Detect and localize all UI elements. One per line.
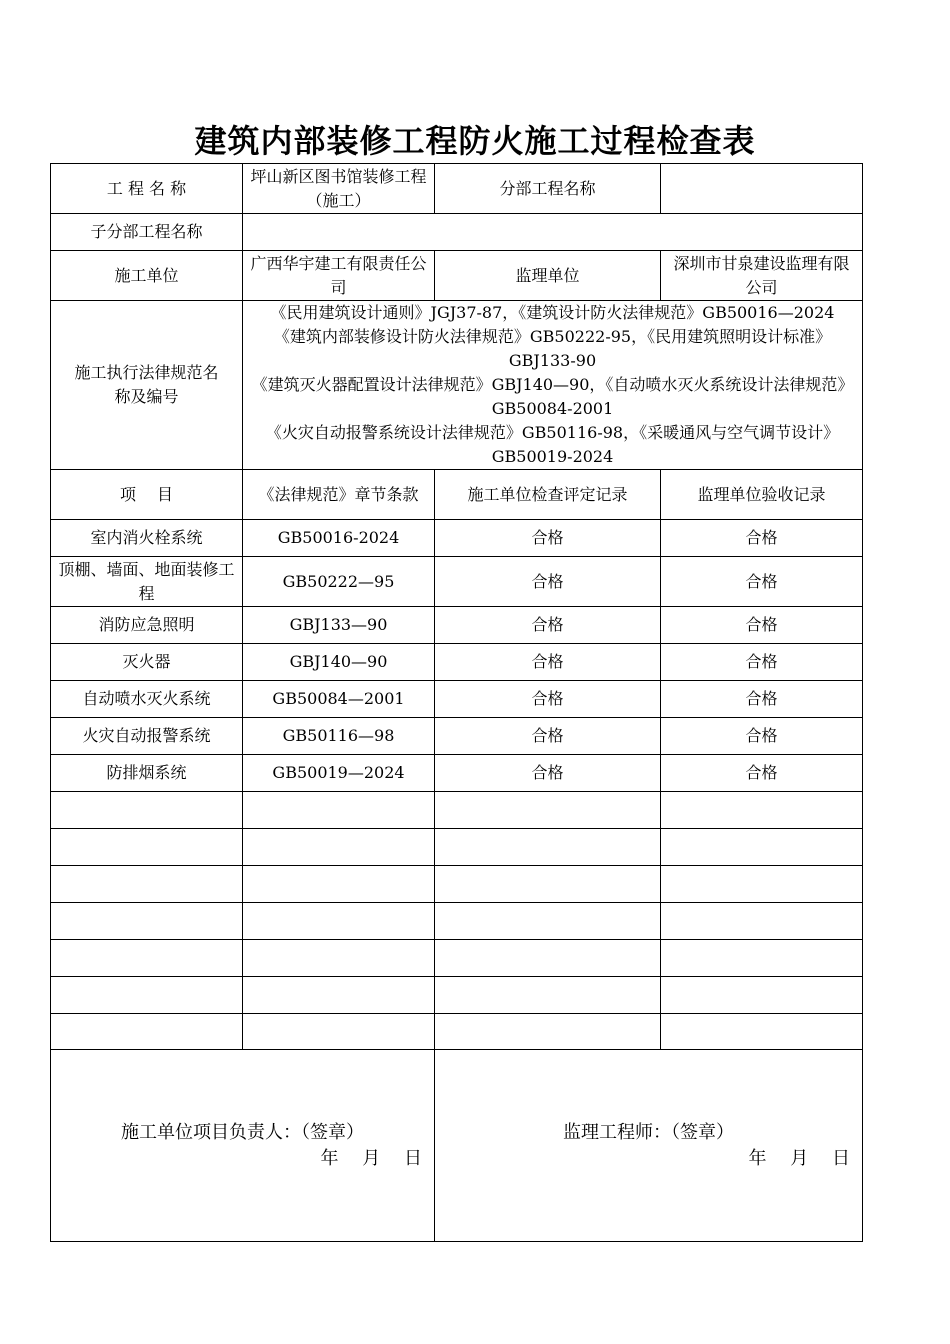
row-supervisor-result: 合格 (661, 520, 863, 557)
empty-cell (435, 792, 661, 829)
row-clause: GB50116—98 (243, 718, 435, 755)
page-title: 建筑内部装修工程防火施工过程检查表 (194, 122, 756, 160)
subsub-label: 子分部工程名称 (51, 214, 243, 251)
empty-cell (435, 829, 661, 866)
empty-cell (661, 866, 863, 903)
empty-row (51, 829, 863, 866)
row-clause: GBJ140—90 (243, 644, 435, 681)
row-item: 室内消火栓系统 (51, 520, 243, 557)
row-supervisor-result: 合格 (661, 644, 863, 681)
row-supervisor-result: 合格 (661, 755, 863, 792)
empty-cell (243, 903, 435, 940)
empty-cell (51, 903, 243, 940)
row-item: 自动喷水灭火系统 (51, 681, 243, 718)
empty-cell (243, 792, 435, 829)
empty-cell (435, 977, 661, 1014)
empty-cell (243, 977, 435, 1014)
empty-row (51, 1014, 863, 1050)
table-row (51, 718, 863, 755)
sub-project-value (661, 164, 863, 214)
empty-cell (661, 792, 863, 829)
col-header-clause: 《法律规范》章节条款 (243, 470, 435, 520)
empty-cell (51, 829, 243, 866)
empty-row (51, 792, 863, 829)
empty-cell (435, 940, 661, 977)
empty-cell (661, 940, 863, 977)
row-clause: GBJ133—90 (243, 607, 435, 644)
contractor-signature-label: 施工单位项目负责人：（签章） (121, 1121, 364, 1143)
row-contractor-result: 合格 (435, 557, 661, 607)
supervisor-label: 监理单位 (435, 251, 661, 301)
row-contractor-result: 合格 (435, 718, 661, 755)
column-header-row (51, 470, 863, 520)
row-clause: GB50222—95 (243, 557, 435, 607)
row-clause: GB50019—2024 (243, 755, 435, 792)
table-row (51, 755, 863, 792)
col-header-contractor-record: 施工单位检查评定记录 (435, 470, 661, 520)
empty-cell (661, 903, 863, 940)
row-item: 防排烟系统 (51, 755, 243, 792)
empty-cell (243, 829, 435, 866)
supervisor-signature-date: 年 月 日 (748, 1147, 850, 1169)
row-supervisor-result: 合格 (661, 557, 863, 607)
empty-cell (51, 866, 243, 903)
row-contractor-result: 合格 (435, 607, 661, 644)
row-clause: GB50084—2001 (243, 681, 435, 718)
row-clause: GB50016-2024 (243, 520, 435, 557)
empty-cell (243, 1014, 435, 1050)
row-item: 消防应急照明 (51, 607, 243, 644)
signature-row (51, 1050, 863, 1242)
empty-cell (51, 940, 243, 977)
empty-row (51, 977, 863, 1014)
empty-cell (51, 977, 243, 1014)
inspection-form-table (50, 163, 863, 1242)
empty-cell (243, 866, 435, 903)
project-name-value: 坪山新区图书馆装修工程（施工） (243, 164, 435, 214)
subsub-value (243, 214, 863, 251)
table-row (51, 520, 863, 557)
empty-cell (661, 977, 863, 1014)
standard-line: 《建筑灭火器配置设计法律规范》GBJ140—90，《自动喷水灭火系统设计法律规范》GB50084-2001 (251, 375, 854, 418)
empty-row (51, 866, 863, 903)
supervisor-signature-label: 监理工程师：（签章） (563, 1121, 734, 1143)
col-header-supervisor-record: 监理单位验收记录 (661, 470, 863, 520)
col-header-item: 项 目 (51, 470, 243, 520)
table-row (51, 607, 863, 644)
standards-row (51, 301, 863, 470)
empty-cell (435, 866, 661, 903)
contractor-value: 广西华宇建工有限责任公司 (243, 251, 435, 301)
sub-project-label: 分部工程名称 (435, 164, 661, 214)
empty-cell (51, 792, 243, 829)
supervisor-signature-cell (435, 1050, 863, 1242)
row-supervisor-result: 合格 (661, 607, 863, 644)
subsub-row (51, 214, 863, 251)
standard-line: 《民用建筑设计通则》JGJ37-87，《建筑设计防火法律规范》GB50016—2024 (270, 303, 835, 322)
row-item: 火灾自动报警系统 (51, 718, 243, 755)
project-name-label: 工 程 名 称 (51, 164, 243, 214)
contractor-row (51, 251, 863, 301)
empty-row (51, 940, 863, 977)
empty-cell (661, 829, 863, 866)
row-item: 顶棚、墙面、地面装修工程 (51, 557, 243, 607)
project-name-row (51, 164, 863, 214)
standard-line: 《建筑内部装修设计防火法律规范》GB50222-95，《民用建筑照明设计标准》GBJ133-90 (273, 327, 832, 370)
empty-cell (243, 940, 435, 977)
table-row (51, 681, 863, 718)
row-contractor-result: 合格 (435, 681, 661, 718)
empty-cell (51, 1014, 243, 1050)
contractor-signature-date: 年 月 日 (320, 1147, 422, 1169)
row-contractor-result: 合格 (435, 520, 661, 557)
table-row (51, 557, 863, 607)
row-supervisor-result: 合格 (661, 681, 863, 718)
table-row (51, 644, 863, 681)
contractor-signature-cell (51, 1050, 435, 1242)
row-item: 灭火器 (51, 644, 243, 681)
standard-line: 《火灾自动报警系统设计法律规范》GB50116-98，《采暖通风与空气调节设计》GB50019-2024 (265, 423, 840, 466)
row-contractor-result: 合格 (435, 755, 661, 792)
standards-label: 施工执行法律规范名称及编号 (51, 301, 243, 470)
empty-row (51, 903, 863, 940)
empty-cell (661, 1014, 863, 1050)
row-contractor-result: 合格 (435, 644, 661, 681)
empty-cell (435, 1014, 661, 1050)
supervisor-value: 深圳市甘泉建设监理有限公司 (661, 251, 863, 301)
empty-cell (435, 903, 661, 940)
standards-list (243, 301, 863, 470)
contractor-label: 施工单位 (51, 251, 243, 301)
row-supervisor-result: 合格 (661, 718, 863, 755)
